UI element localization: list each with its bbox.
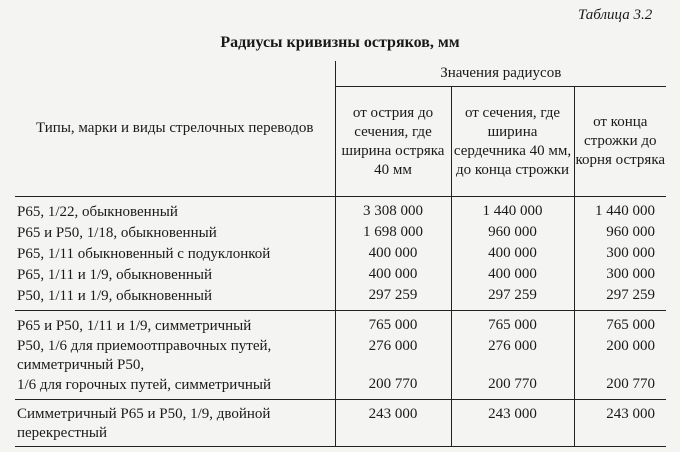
cell-value: 960 000 [451,223,574,244]
row-name: Симметричный Р65 и Р50, 1/9, двойной перекрестный [15,400,335,447]
cell-value: 276 000 [335,337,451,375]
cell-value: 300 000 [606,245,655,261]
cell-value: 297 259 [335,286,451,311]
cell-value: 200 770 [335,375,451,400]
cell-value: 300 000 [606,266,655,282]
cell-value: 200 770 [574,375,666,400]
header-radius-group: Значения радиусов [335,61,666,87]
cell-value: 200 770 [451,375,574,400]
header-col-section-to-planing-end: от сечения, где ширина сердечника 40 мм, до конца строжки [451,87,574,197]
row-name: Р65, 1/22, обыкновенный [15,197,335,224]
header-col-tip-to-section: от острия до сечения, где ширина остряка 40 мм [335,87,451,197]
cell-value: 200 000 [606,338,655,354]
row-name: Р65, 1/11 и 1/9, обыкновенный [15,265,335,286]
cell-value: 765 000 [451,311,574,338]
cell-value: 960 000 [606,224,655,240]
table-number-label: Таблица 3.2 [578,7,653,23]
cell-value: 1 698 000 [335,223,451,244]
row-name: Р50, 1/11 и 1/9, обыкновенный [15,286,335,311]
cell-value: 1 440 000 [595,203,655,219]
row-name: Р65 и Р50, 1/11 и 1/9, симметричный [15,311,335,338]
header-col-planing-end-to-root: от конца строжки до корня остряка [574,87,666,197]
cell-value: 276 000 [451,337,574,375]
cell-value: 765 000 [335,311,451,338]
radii-table [15,61,666,447]
cell-value: 243 000 [574,400,666,447]
row-name: 1/6 для горочных путей, симметричный [15,375,335,400]
table-title: Радиусы кривизны остряков, мм [220,34,460,51]
cell-value: 400 000 [335,265,451,286]
cell-value: 243 000 [335,400,451,447]
cell-value: 400 000 [451,244,574,265]
cell-value: 765 000 [606,317,655,333]
row-name: Р50, 1/6 для приемоотправочных путей, симметричный Р50, [15,337,335,375]
cell-value: 297 259 [451,286,574,311]
cell-value: 3 308 000 [335,197,451,224]
cell-value: 243 000 [451,400,574,447]
cell-value: 400 000 [451,265,574,286]
cell-value: 400 000 [335,244,451,265]
row-name: Р65 и Р50, 1/18, обыкновенный [15,223,335,244]
row-name: Р65, 1/11 обыкновенный с подуклонкой [15,244,335,265]
cell-value: 1 440 000 [451,197,574,224]
cell-value: 297 259 [574,286,666,311]
header-types: Типы, марки и виды стрелочных переводов [15,61,335,197]
